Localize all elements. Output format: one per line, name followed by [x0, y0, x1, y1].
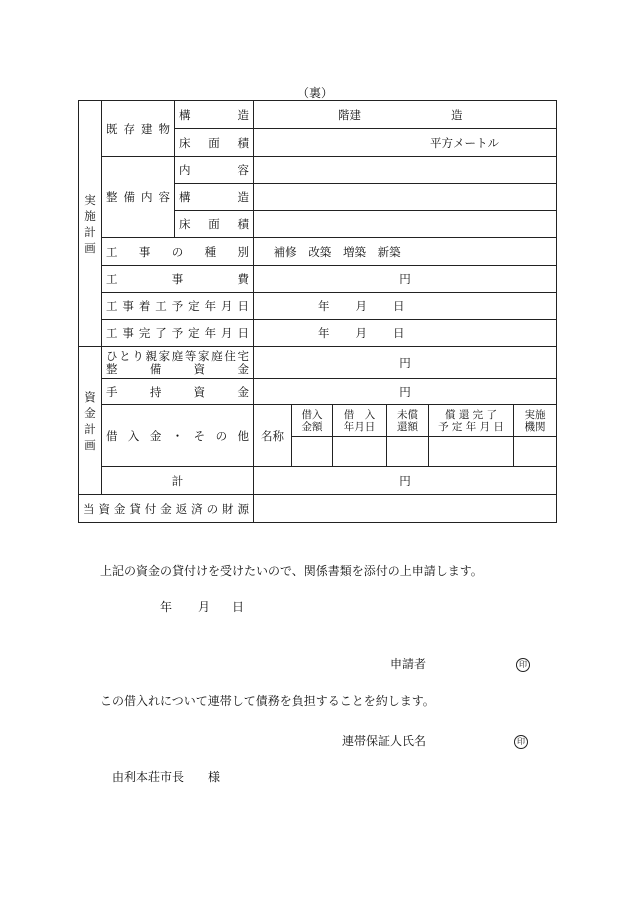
loan-date-cell[interactable]	[333, 437, 387, 467]
existing-floor-area-value[interactable]	[254, 129, 557, 157]
seal-icon: 印	[514, 735, 528, 749]
work-type-label: 工事の種別	[102, 238, 254, 266]
construction-unit: 造	[451, 107, 463, 122]
loans-label: 借入金・その他	[102, 405, 254, 467]
year-unit: 年	[318, 299, 330, 313]
option-reconstruction[interactable]: 改築	[308, 244, 332, 259]
year-unit: 年	[160, 600, 173, 614]
own-funds-label: 手持資金	[102, 379, 254, 405]
loan-amount-header: 借入 金額	[292, 405, 333, 437]
applicant-line[interactable]	[390, 655, 530, 672]
single-parent-fund-label	[102, 347, 254, 379]
maintenance-structure-label: 構造	[175, 184, 254, 211]
maintenance-floor-area-value[interactable]	[254, 211, 557, 238]
applicant-label: 申請者	[390, 657, 427, 671]
work-type-options[interactable]	[254, 238, 557, 266]
start-date-label: 工事着工予定年月日	[102, 293, 254, 320]
maintenance-label: 整備内容	[102, 157, 175, 238]
yen-unit: 円	[399, 473, 411, 488]
loan-completion-header: 償 還 完 了 予 定 年 月 日	[429, 405, 514, 437]
guarantee-statement: この借入れについて連帯して債務を負担することを約します。	[100, 694, 435, 708]
total-value[interactable]	[254, 467, 557, 495]
loan-date-header: 借 入 年月日	[333, 405, 387, 437]
maintenance-content-value[interactable]	[254, 157, 557, 184]
option-extension[interactable]: 増築	[342, 244, 366, 259]
addressee-name: 由利本荘市長	[112, 770, 185, 784]
loan-institution-header: 実施 機関	[514, 405, 557, 437]
loan-name-header: 名称	[254, 405, 292, 467]
work-cost-label: 工事費	[102, 266, 254, 293]
page-heading: （裏）	[296, 86, 333, 100]
day-unit: 日	[393, 326, 405, 340]
group-char: 実	[84, 192, 96, 207]
single-parent-fund-value[interactable]	[254, 347, 557, 379]
application-statement: 上記の資金の貸付けを受けたいので、関係書類を添付の上申請します。	[100, 564, 483, 578]
loan-completion-cell[interactable]	[429, 437, 514, 467]
loan-institution-cell[interactable]	[514, 437, 557, 467]
day-unit: 日	[232, 600, 245, 614]
funding-plan-label	[79, 347, 102, 495]
addressee	[112, 768, 220, 785]
own-funds-value[interactable]	[254, 379, 557, 405]
existing-building-label: 既存建物	[102, 101, 175, 157]
existing-floor-area-label: 床面積	[175, 129, 254, 157]
month-unit: 月	[355, 299, 367, 313]
end-date-label: 工事完了予定年月日	[102, 320, 254, 347]
month-unit: 月	[198, 600, 211, 614]
square-meter-unit: 平方メートル	[430, 135, 499, 150]
seal-icon: 印	[516, 658, 530, 672]
loan-outstanding-cell[interactable]	[387, 437, 429, 467]
end-date-value[interactable]	[254, 320, 557, 347]
start-date-value[interactable]	[254, 293, 557, 320]
total-label: 計	[102, 467, 254, 495]
repayment-source-label: 当資金貸付金返済の財源	[79, 495, 254, 523]
guarantor-label: 連帯保証人氏名	[342, 734, 427, 748]
group-char: 資	[84, 389, 96, 404]
group-char: 計	[84, 224, 96, 239]
year-unit: 年	[318, 326, 330, 340]
yen-unit: 円	[399, 384, 411, 399]
loan-outstanding-header: 未償 還額	[387, 405, 429, 437]
repayment-source-value[interactable]	[254, 495, 557, 523]
maintenance-structure-value[interactable]	[254, 184, 557, 211]
group-char: 計	[84, 421, 96, 436]
guarantor-line[interactable]	[342, 732, 528, 749]
group-char: 施	[84, 208, 96, 223]
maintenance-content-label: 内容	[175, 157, 254, 184]
application-date[interactable]	[160, 598, 244, 615]
group-char: 画	[84, 240, 96, 255]
floors-unit: 階建	[338, 107, 361, 122]
option-repair[interactable]: 補修	[273, 244, 297, 259]
existing-structure-label: 構造	[175, 101, 254, 129]
yen-unit: 円	[399, 355, 411, 370]
yen-unit: 円	[399, 272, 411, 286]
month-unit: 月	[355, 326, 367, 340]
maintenance-floor-area-label: 床面積	[175, 211, 254, 238]
single-parent-fund-line1: ひとり親家庭等家庭住宅	[106, 348, 249, 363]
day-unit: 日	[393, 299, 405, 313]
loan-amount-cell[interactable]	[292, 437, 333, 467]
existing-structure-value[interactable]	[254, 101, 557, 129]
implementation-plan-label	[79, 101, 102, 347]
work-cost-value[interactable]	[254, 266, 557, 293]
group-char: 画	[84, 437, 96, 452]
group-char: 金	[84, 405, 96, 420]
option-new-build[interactable]: 新築	[377, 244, 401, 259]
single-parent-fund-line2: 整備資金	[106, 361, 249, 376]
addressee-honorific: 様	[208, 770, 221, 784]
application-table	[78, 100, 557, 523]
